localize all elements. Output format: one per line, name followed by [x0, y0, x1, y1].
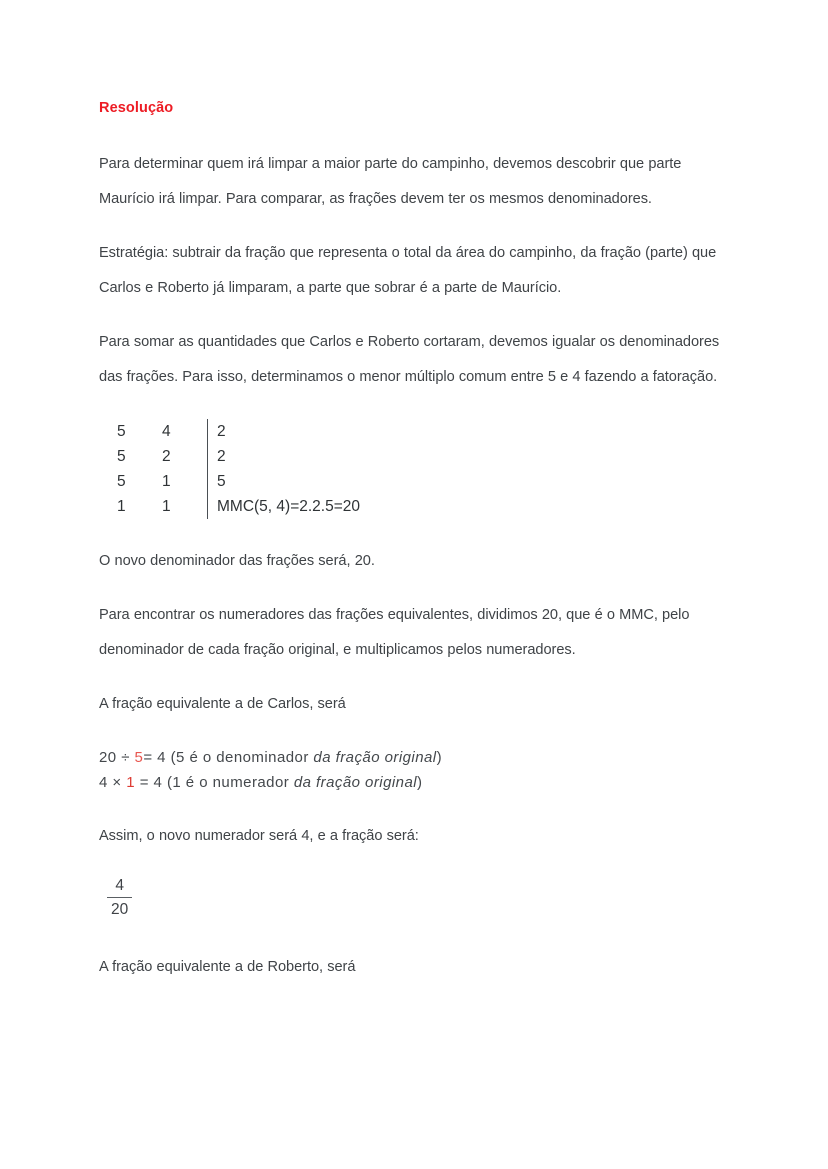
- fraction-display: [99, 876, 725, 920]
- factor-left-value: 5: [117, 423, 126, 441]
- paragraph-roberto-fraction: A fração equivalente a de Roberto, será: [99, 959, 356, 976]
- fraction-four-twentieths: [107, 876, 132, 920]
- equation-note-close: ): [436, 749, 443, 767]
- factorization-table: [99, 419, 725, 519]
- factorization-row: [117, 469, 725, 494]
- equation-block: [99, 745, 725, 795]
- factor-left-value: 5: [117, 448, 126, 466]
- equation-highlight-value: 1: [126, 774, 136, 792]
- factor-right-value: 1: [162, 473, 171, 491]
- page-title: Resolução: [99, 100, 174, 116]
- equation-highlight-value: 5: [134, 749, 144, 767]
- equation-operand-left: 20: [99, 749, 117, 767]
- factor-left-value: 1: [117, 498, 126, 516]
- mmc-result: MMC(5, 4)=2.2.5=20: [217, 498, 361, 516]
- division-operator-icon: ÷: [121, 749, 130, 767]
- paragraph-intro: Para determinar quem irá limpar a maior parte do campinho, devemos descobrir que parte Maurício irá limpar. Para comparar, as frações devem ter os mesmos denominadores.: [99, 156, 682, 208]
- factor-right-value: 4: [162, 423, 171, 441]
- equation-line-division: [99, 745, 725, 770]
- fraction-numerator: 4: [115, 877, 124, 895]
- paragraph-new-denominator: O novo denominador das frações será, 20.: [99, 553, 375, 570]
- equals-sign: =: [139, 774, 149, 792]
- paragraph-strategy: Estratégia: subtrair da fração que representa o total da área do campinho, da fração (parte) que Carlos e Roberto já limparam, a parte que sobrar é a parte de Maurício.: [99, 245, 717, 297]
- equation-result: 4: [157, 749, 166, 767]
- fraction-denominator: 20: [111, 901, 129, 919]
- factor-left-value: 5: [117, 473, 126, 491]
- factorization-divider: [207, 444, 208, 469]
- factor-prime-value: 2: [217, 448, 226, 466]
- equation-note-italic: da fração original: [293, 774, 418, 792]
- paragraph-new-numerator: Assim, o novo numerador será 4, e a fração será:: [99, 828, 419, 845]
- factorization-divider: [207, 419, 208, 444]
- equals-sign: =: [143, 749, 153, 767]
- equation-note-open: (5 é o denominador: [170, 749, 314, 767]
- paragraph-carlos-fraction: A fração equivalente a de Carlos, será: [99, 696, 346, 713]
- factorization-row: [117, 419, 725, 444]
- factorization-divider: [207, 494, 208, 519]
- paragraph-find-numerators: Para encontrar os numeradores das frações equivalentes, dividimos 20, que é o MMC, pelo denominador de cada fração original, e multiplicamos pelos numeradores.: [99, 607, 690, 659]
- equation-line-multiplication: [99, 770, 725, 795]
- equation-result: 4: [153, 774, 163, 792]
- factor-right-value: 1: [162, 498, 171, 516]
- equation-note-close: ): [417, 774, 423, 792]
- equation-operand-left: 4: [99, 774, 108, 792]
- equation-note-italic: da fração original: [313, 749, 437, 767]
- factor-prime-value: 5: [217, 473, 226, 491]
- document-content: [99, 100, 725, 1004]
- factor-right-value: 2: [162, 448, 171, 466]
- factorization-row: [117, 444, 725, 469]
- multiplication-operator-icon: ×: [112, 774, 122, 792]
- factorization-divider: [207, 469, 208, 494]
- factorization-row: [117, 494, 725, 519]
- factor-prime-value: 2: [217, 423, 226, 441]
- paragraph-sum-denominators: Para somar as quantidades que Carlos e Roberto cortaram, devemos igualar os denominadores das frações. Para isso, determinamos o menor múltiplo comum entre 5 e 4 fazendo a fatoração.: [99, 334, 720, 386]
- equation-note-open: (1 é o numerador: [166, 774, 294, 792]
